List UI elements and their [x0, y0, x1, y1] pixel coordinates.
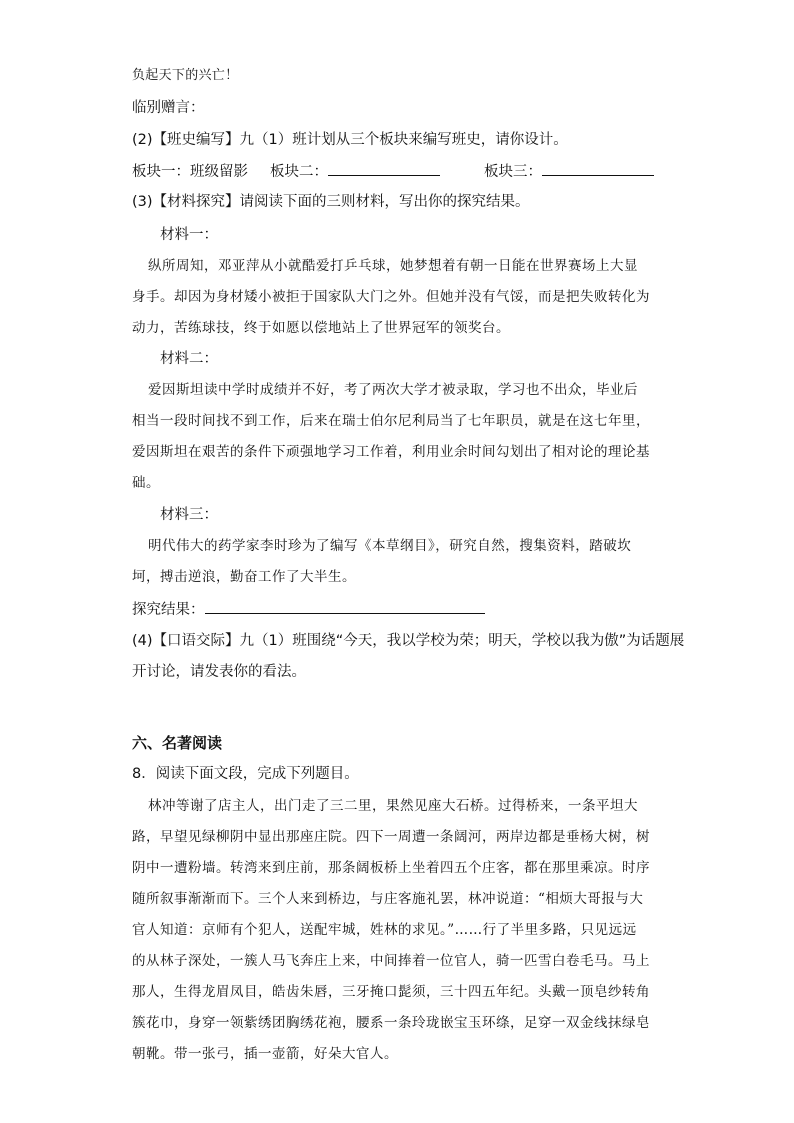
question-2: (2)【班史编写】九（1）班计划从三个板块来编写班史，请你设计。 — [132, 132, 568, 148]
question-3: (3)【材料探究】请阅读下面的三则材料，写出你的探究结果。 — [132, 194, 530, 210]
question-4-line-1: (4)【口语交际】九（1）班围绕“今天，我以学校为荣；明天，学校以我为傲”为话题展 — [132, 633, 685, 649]
question-4-line-2: 开讨论，请发表你的看法。 — [132, 664, 306, 680]
section-blocks-row — [132, 161, 662, 182]
passage-line-8: 簇花巾，身穿一领紫绣团胸绣花袍，腰系一条玲珑嵌宝玉环绦，足穿一双金线抹绿皂 — [132, 1015, 650, 1031]
block-2-label: 板块二： — [270, 164, 328, 180]
passage-line-3: 阴中一遭粉墙。转湾来到庄前，那条阔板桥上坐着四五个庄客，都在那里乘凉。时序 — [132, 860, 650, 876]
material-1-line-2: 身手。却因为身材矮小被拒于国家队大门之外。但她并没有气馁，而是把失败转化为 — [132, 289, 650, 305]
passage-line-4: 随所叙事渐渐而下。三个人来到桥边，与庄客施礼罢，林冲说道：“相烦大哥报与大 — [132, 891, 644, 907]
section-6-heading: 六、名著阅读 — [132, 734, 223, 752]
material-1-label: 材料一： — [160, 227, 218, 243]
passage-line-6: 的从林子深处，一簇人马飞奔庄上来，中间捧着一位官人，骑一匹雪白卷毛马。马上 — [132, 953, 650, 969]
material-1-line-3: 动力，苦练球技，终于如愿以偿地站上了世界冠军的领奖台。 — [132, 320, 510, 336]
material-2-line-4: 础。 — [132, 475, 160, 491]
block-3-blank[interactable] — [542, 161, 654, 176]
block-3-label: 板块三： — [484, 164, 542, 180]
previous-text-tail: 负起天下的兴亡！ — [132, 68, 239, 83]
result-row — [132, 599, 662, 620]
material-2-line-3: 爱因斯坦在艰苦的条件下顽强地学习工作着，利用业余时间勾划出了相对论的理论基 — [132, 444, 650, 460]
block-2-blank[interactable] — [328, 161, 440, 176]
passage-line-9: 朝靴。带一张弓，插一壶箭，好朵大官人。 — [132, 1046, 398, 1062]
farewell-label: 临别赠言： — [132, 100, 205, 116]
material-3-line-2: 坷，搏击逆浪，勤奋工作了大半生。 — [132, 569, 356, 585]
material-3-label: 材料三： — [160, 507, 218, 523]
result-label: 探究结果： — [132, 602, 205, 618]
passage-line-2: 路，早望见绿柳阴中显出那座庄院。四下一周遭一条阔河，两岸边都是垂杨大树，树 — [132, 829, 650, 845]
question-8-stem: 8．阅读下面文段，完成下列题目。 — [132, 766, 359, 782]
material-2-line-1: 爱因斯坦读中学时成绩并不好，考了两次大学才被录取，学习也不出众，毕业后 — [148, 382, 638, 398]
result-blank[interactable] — [205, 599, 485, 614]
material-3-line-1: 明代伟大的药学家李时珍为了编写《本草纲目》，研究自然，搜集资料，踏破坎 — [148, 538, 632, 554]
passage-line-5: 官人知道：京师有个犯人，送配牢城，姓林的求见。”……行了半里多路，只见远远 — [132, 922, 637, 938]
block-1: 板块一：班级留影 — [132, 164, 248, 180]
material-2-label: 材料二： — [160, 351, 218, 367]
material-1-line-1: 纵所周知，邓亚萍从小就酷爱打乒乓球，她梦想着有朝一日能在世界赛场上大显 — [148, 258, 638, 274]
passage-line-1: 林冲等谢了店主人，出门走了三二里，果然见座大石桥。过得桥来，一条平坦大 — [148, 798, 638, 814]
passage-line-7: 那人，生得龙眉凤目，皓齿朱唇，三牙掩口髭须，三十四五年纪。头戴一顶皂纱转角 — [132, 984, 650, 1000]
material-2-line-2: 相当一段时间找不到工作，后来在瑞士伯尔尼利局当了七年职员，就是在这七年里， — [132, 413, 650, 429]
